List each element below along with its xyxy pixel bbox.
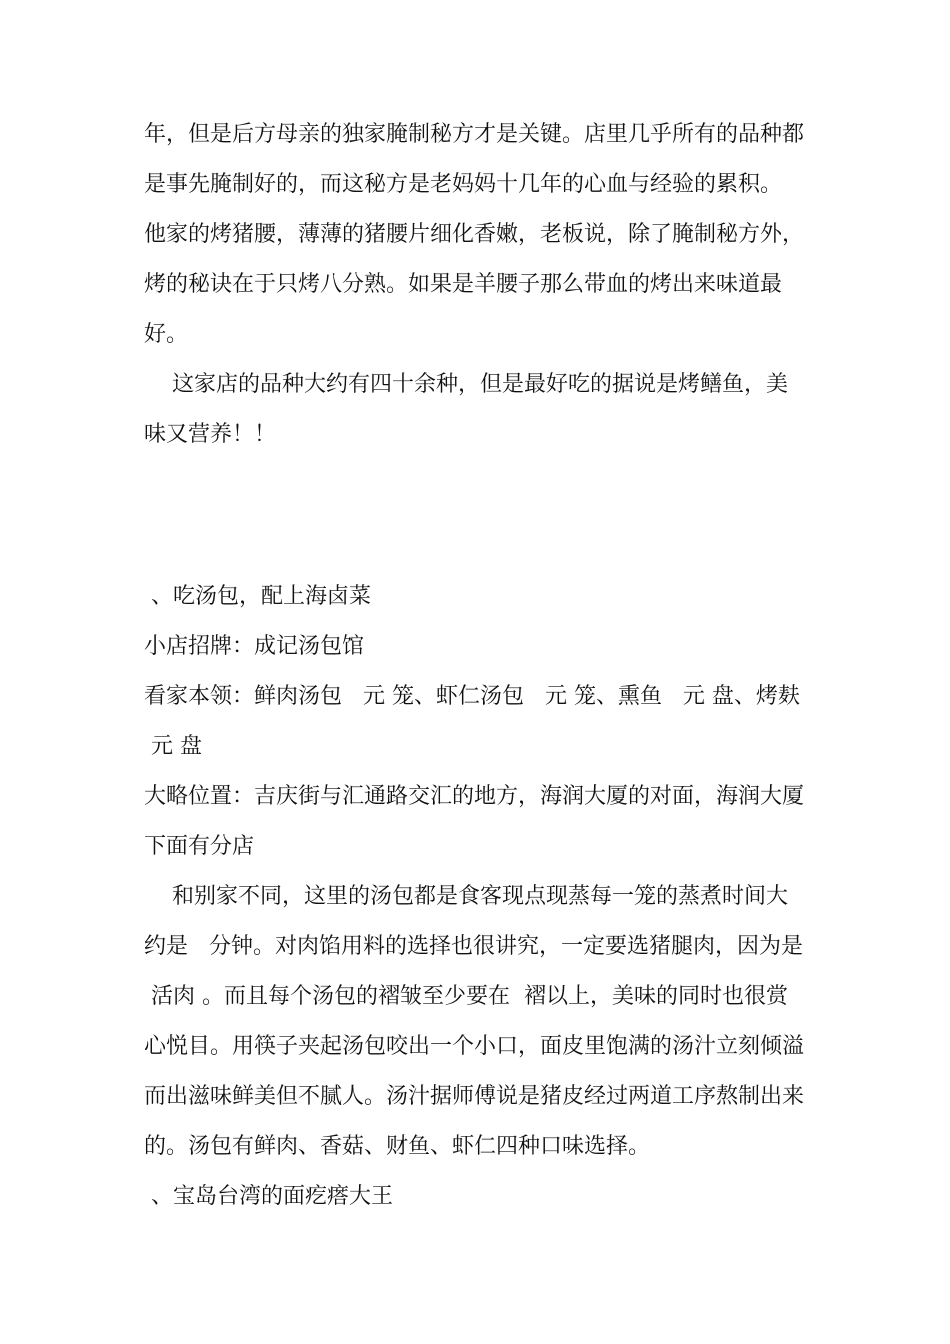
paragraph-line: 而出滋味鲜美但不腻人。汤汁据师傅说是猪皮经过两道工序熬制出来 — [144, 1084, 805, 1109]
paragraph-line: 味又营养！！ — [144, 422, 277, 447]
paragraph-line: 是事先腌制好的，而这秘方是老妈妈十几年的心血与经验的累积。 — [144, 172, 783, 197]
section-heading: 、宝岛台湾的面疙瘩大王 — [144, 1184, 393, 1209]
paragraph-line: 和别家不同，这里的汤包都是食客现点现蒸每一笼的蒸煮时间大 — [144, 884, 788, 909]
paragraph-line: 约是 分钟。对肉馅用料的选择也很讲究，一定要选猪腿肉，因为是 — [144, 934, 803, 959]
paragraph-line: 这家店的品种大约有四十余种，但是最好吃的据说是烤鳝鱼，美 — [144, 372, 788, 397]
specialties-line: 看家本领：鲜肉汤包 元 笼、虾仁汤包 元 笼、熏鱼 元 盘、烤麸 — [144, 684, 800, 709]
paragraph-line: 他家的烤猪腰，薄薄的猪腰片细化香嫩，老板说，除了腌制秘方外， — [144, 222, 805, 247]
paragraph-line: 烤的秘诀在于只烤八分熟。如果是羊腰子那么带血的烤出来味道最 — [144, 272, 783, 297]
paragraph-line: 心悦目。用筷子夹起汤包咬出一个小口，面皮里饱满的汤汁立刻倾溢 — [144, 1034, 805, 1059]
location-line: 大略位置：吉庆街与汇通路交汇的地方，海润大厦的对面，海润大厦 — [144, 784, 805, 809]
paragraph-line: 好。 — [144, 322, 189, 347]
paragraph-line: 的。汤包有鲜肉、香菇、财鱼、虾仁四种口味选择。 — [144, 1134, 651, 1159]
paragraph-line: 年，但是后方母亲的独家腌制秘方才是关键。店里几乎所有的品种都 — [144, 122, 805, 147]
section-heading: 、吃汤包，配上海卤菜 — [144, 584, 371, 609]
specialties-line: 元 盘 — [144, 734, 202, 759]
location-line: 下面有分店 — [144, 834, 255, 859]
shop-sign-line: 小店招牌：成记汤包馆 — [144, 634, 365, 659]
paragraph-line: 活肉 。而且每个汤包的褶皱至少要在 褶以上，美味的同时也很赏 — [144, 984, 788, 1009]
